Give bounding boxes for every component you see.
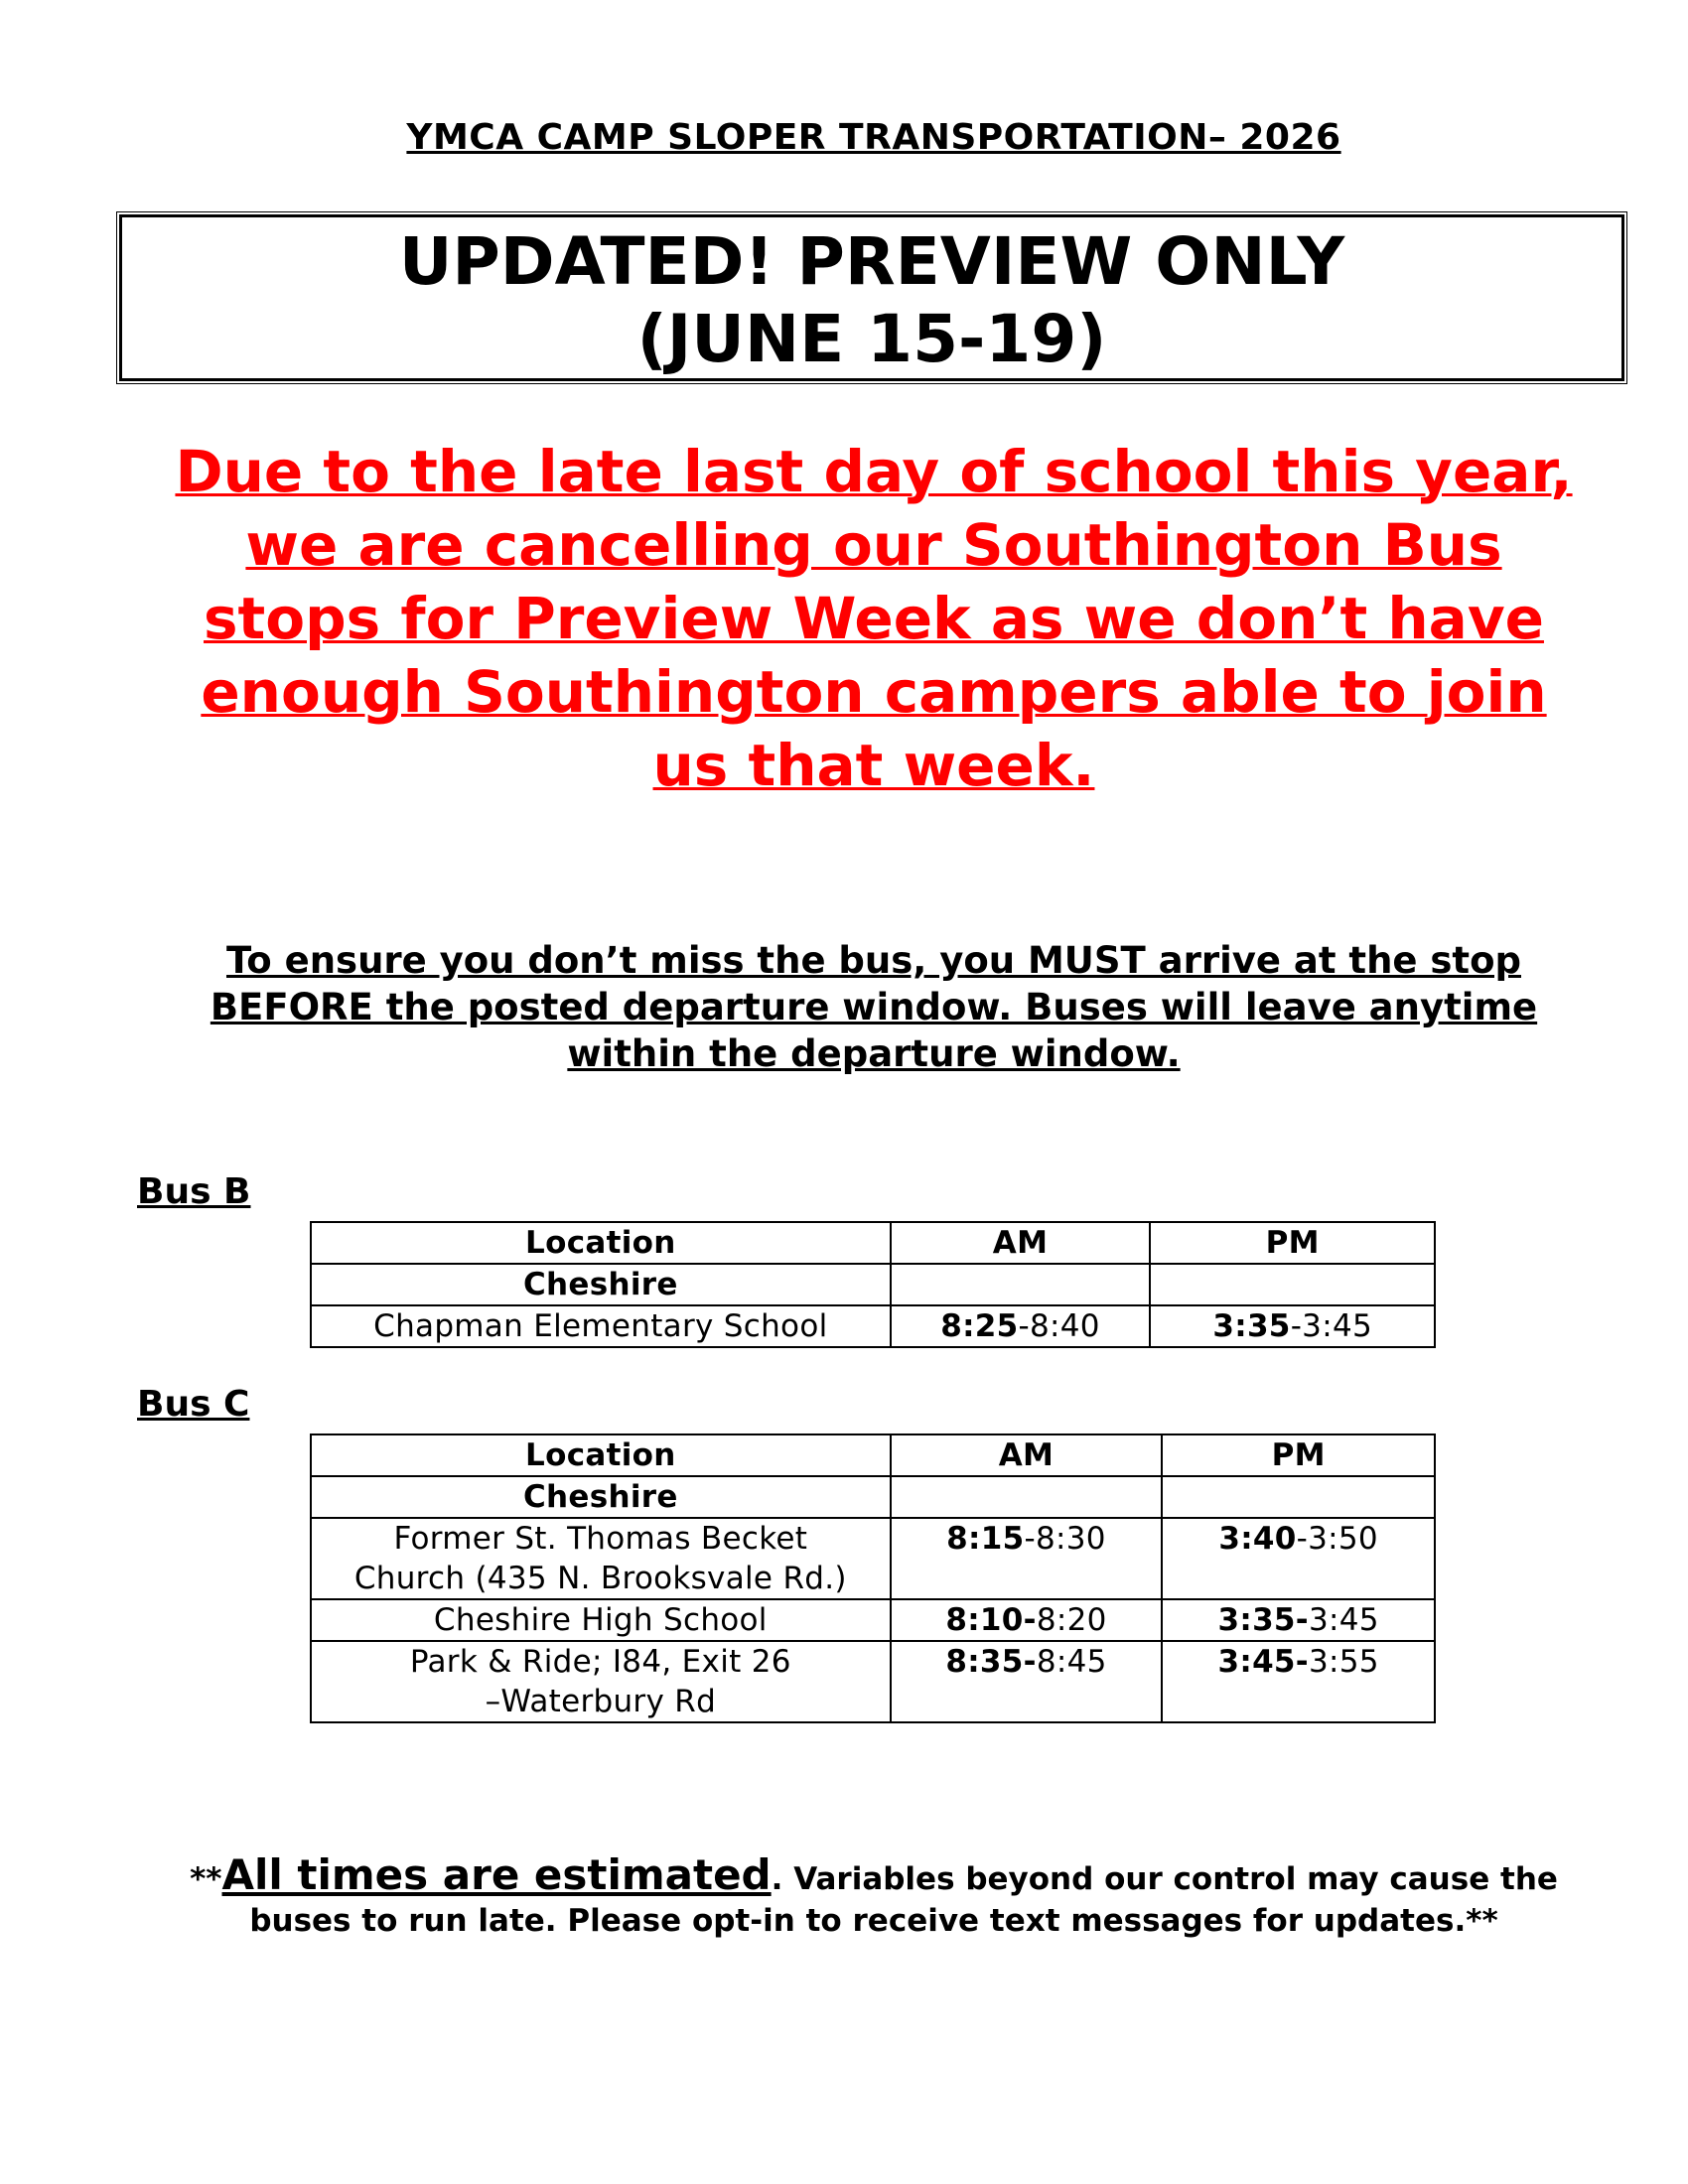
am-end: -8:40 — [1018, 1308, 1100, 1344]
bus-c-label: Bus C — [137, 1384, 250, 1425]
table-row — [311, 1305, 1435, 1347]
banner-line-2: (JUNE 15-19) — [636, 301, 1107, 377]
am-time-cell — [891, 1599, 1163, 1641]
am-header: AM — [891, 1434, 1163, 1476]
location-cell — [311, 1641, 891, 1722]
bus-b-label: Bus B — [137, 1171, 251, 1212]
am-end: -8:30 — [1024, 1521, 1106, 1557]
empty-cell — [891, 1264, 1151, 1305]
location-header: Location — [311, 1434, 891, 1476]
footer-prefix: ** — [190, 1861, 222, 1897]
footer-line-1-rest: . Variables beyond our control may cause the — [771, 1861, 1558, 1897]
pm-time-cell — [1162, 1599, 1435, 1641]
instruction-line-2: BEFORE the posted departure window. Buses will leave anytime — [210, 986, 1538, 1028]
am-start: 8:10- — [945, 1602, 1037, 1638]
location-cell — [311, 1599, 891, 1641]
document-title: YMCA CAMP SLOPER TRANSPORTATION– 2026 — [406, 117, 1341, 158]
arrival-instruction — [169, 937, 1579, 1077]
am-end: 8:45 — [1036, 1644, 1107, 1680]
am-end: 8:20 — [1036, 1602, 1107, 1638]
am-time-cell — [891, 1518, 1163, 1599]
estimate-disclaimer — [139, 1850, 1609, 1942]
location-line: Park & Ride; I84, Exit 26 — [409, 1644, 791, 1680]
pm-header: PM — [1162, 1434, 1435, 1476]
town-row — [311, 1476, 1435, 1518]
location-cell: Chapman Elementary School — [311, 1305, 891, 1347]
am-header: AM — [891, 1222, 1151, 1264]
cancellation-notice — [119, 435, 1628, 802]
notice-line-2: we are cancelling our Southington Bus — [245, 511, 1502, 579]
pm-start: 3:45- — [1217, 1644, 1309, 1680]
town-cell: Cheshire — [311, 1476, 891, 1518]
location-line: Former St. Thomas Becket — [393, 1521, 808, 1557]
notice-line-3: stops for Preview Week as we don’t have — [204, 585, 1544, 652]
table-header-row — [311, 1434, 1435, 1476]
table-row — [311, 1518, 1435, 1599]
location-line: Church (435 N. Brooksvale Rd.) — [353, 1561, 847, 1596]
pm-end: 3:55 — [1308, 1644, 1379, 1680]
location-header: Location — [311, 1222, 891, 1264]
bus-b-schedule-table — [310, 1221, 1436, 1348]
location-line: –Waterbury Rd — [485, 1684, 717, 1719]
pm-end: -3:45 — [1290, 1308, 1372, 1344]
am-start: 8:25 — [940, 1308, 1019, 1344]
pm-end: 3:45 — [1308, 1602, 1379, 1638]
table-row — [311, 1599, 1435, 1641]
instruction-line-3: within the departure window. — [567, 1032, 1181, 1075]
footer-line-1 — [139, 1850, 1609, 1900]
pm-start: 3:40 — [1218, 1521, 1297, 1557]
location-line: Cheshire High School — [433, 1602, 768, 1638]
preview-banner — [119, 214, 1624, 381]
pm-header: PM — [1150, 1222, 1435, 1264]
am-start: 8:35- — [945, 1644, 1037, 1680]
notice-line-5: us that week. — [652, 732, 1095, 799]
pm-time-cell — [1162, 1641, 1435, 1722]
notice-line-4: enough Southington campers able to join — [201, 658, 1547, 726]
table-header-row — [311, 1222, 1435, 1264]
pm-end: -3:50 — [1296, 1521, 1378, 1557]
instruction-line-1: To ensure you don’t miss the bus, you MUST arrive at the stop — [225, 939, 1521, 982]
empty-cell — [891, 1476, 1163, 1518]
am-time-cell — [891, 1305, 1151, 1347]
empty-cell — [1150, 1264, 1435, 1305]
banner-line-1: UPDATED! PREVIEW ONLY — [398, 223, 1345, 300]
empty-cell — [1162, 1476, 1435, 1518]
pm-start: 3:35 — [1212, 1308, 1291, 1344]
bus-c-schedule-table — [310, 1433, 1436, 1723]
notice-line-1: Due to the late last day of school this year, — [175, 438, 1573, 505]
am-start: 8:15 — [946, 1521, 1025, 1557]
pm-time-cell — [1150, 1305, 1435, 1347]
footer-emphasis: All times are estimated — [221, 1850, 772, 1899]
footer-line-2: buses to run late. Please opt-in to receive text messages for updates.** — [249, 1903, 1498, 1939]
pm-time-cell — [1162, 1518, 1435, 1599]
location-cell — [311, 1518, 891, 1599]
table-row — [311, 1641, 1435, 1722]
town-row — [311, 1264, 1435, 1305]
town-cell: Cheshire — [311, 1264, 891, 1305]
am-time-cell — [891, 1641, 1163, 1722]
pm-start: 3:35- — [1217, 1602, 1309, 1638]
